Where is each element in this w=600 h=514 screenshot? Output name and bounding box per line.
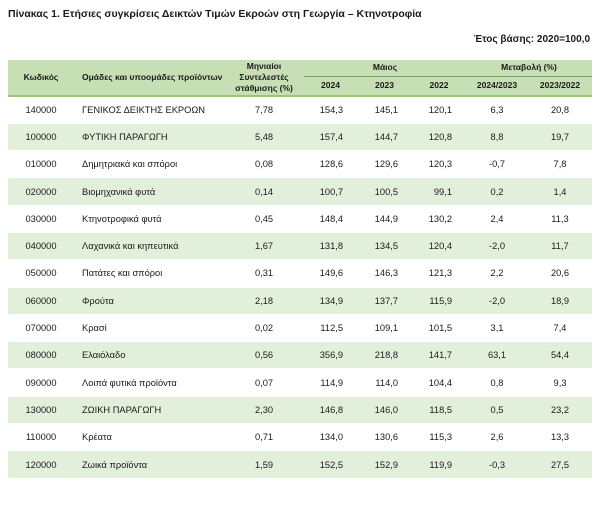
table-title: Πίνακας 1. Ετήσιες συγκρίσεις Δεικτών Τιμών Εκροών στη Γεωργία – Κτηνοτροφία — [8, 8, 422, 20]
cell-change-2024-2023: 3,1 — [466, 314, 528, 341]
cell-group-name: Ελαιόλαδο — [74, 342, 224, 369]
base-year-note: Έτος βάσης: 2020=100,0 — [473, 34, 590, 45]
cell-value-2022: 120,3 — [412, 151, 466, 178]
header-year-2023: 2023 — [357, 76, 412, 96]
table-row — [8, 424, 592, 451]
cell-change-2023-2022: 7,8 — [528, 151, 592, 178]
cell-weight: 5,48 — [224, 123, 304, 150]
cell-value-2022: 141,7 — [412, 342, 466, 369]
cell-value-2024: 146,8 — [304, 396, 357, 423]
table-row — [8, 232, 592, 259]
table-row — [8, 260, 592, 287]
table-row — [8, 205, 592, 232]
cell-value-2023: 152,9 — [357, 451, 412, 478]
cell-code: 040000 — [8, 232, 74, 259]
cell-value-2023: 129,6 — [357, 151, 412, 178]
cell-weight: 1,67 — [224, 232, 304, 259]
cell-value-2023: 218,8 — [357, 342, 412, 369]
cell-value-2022: 130,2 — [412, 205, 466, 232]
cell-change-2024-2023: 63,1 — [466, 342, 528, 369]
cell-code: 070000 — [8, 314, 74, 341]
cell-code: 010000 — [8, 151, 74, 178]
cell-change-2024-2023: 0,5 — [466, 396, 528, 423]
cell-value-2023: 134,5 — [357, 232, 412, 259]
cell-change-2024-2023: -2,0 — [466, 232, 528, 259]
header-month: Μάιος — [304, 60, 466, 76]
cell-value-2024: 154,3 — [304, 96, 357, 123]
cell-change-2024-2023: 2,2 — [466, 260, 528, 287]
cell-value-2022: 118,5 — [412, 396, 466, 423]
cell-value-2023: 144,9 — [357, 205, 412, 232]
cell-code: 030000 — [8, 205, 74, 232]
cell-code: 120000 — [8, 451, 74, 478]
cell-group-name: ΦΥΤΙΚΗ ΠΑΡΑΓΩΓΗ — [74, 123, 224, 150]
price-index-table — [8, 60, 592, 478]
cell-value-2024: 356,9 — [304, 342, 357, 369]
cell-value-2022: 101,5 — [412, 314, 466, 341]
cell-group-name: Κρασί — [74, 314, 224, 341]
table-row — [8, 151, 592, 178]
cell-group-name: Λαχανικά και κηπευτικά — [74, 232, 224, 259]
cell-value-2024: 100,7 — [304, 178, 357, 205]
cell-group-name: Φρούτα — [74, 287, 224, 314]
cell-code: 110000 — [8, 424, 74, 451]
cell-weight: 7,78 — [224, 96, 304, 123]
cell-value-2022: 121,3 — [412, 260, 466, 287]
cell-value-2023: 145,1 — [357, 96, 412, 123]
cell-group-name: Πατάτες και σπόροι — [74, 260, 224, 287]
table-row — [8, 314, 592, 341]
cell-value-2024: 134,0 — [304, 424, 357, 451]
cell-group-name: ΖΩΙΚΗ ΠΑΡΑΓΩΓΗ — [74, 396, 224, 423]
cell-change-2023-2022: 19,7 — [528, 123, 592, 150]
cell-weight: 0,14 — [224, 178, 304, 205]
cell-weight: 2,30 — [224, 396, 304, 423]
cell-value-2023: 114,0 — [357, 369, 412, 396]
cell-code: 050000 — [8, 260, 74, 287]
cell-change-2024-2023: 8,8 — [466, 123, 528, 150]
cell-group-name: Λοιπά φυτικά προϊόντα — [74, 369, 224, 396]
cell-value-2023: 137,7 — [357, 287, 412, 314]
cell-value-2022: 120,1 — [412, 96, 466, 123]
cell-change-2024-2023: -2,0 — [466, 287, 528, 314]
cell-code: 130000 — [8, 396, 74, 423]
cell-value-2024: 112,5 — [304, 314, 357, 341]
cell-weight: 0,07 — [224, 369, 304, 396]
header-code: Κωδικός — [8, 60, 74, 96]
cell-value-2022: 120,4 — [412, 232, 466, 259]
header-weights: Μηνιαίοι Συντελεστές στάθμισης (%) — [224, 60, 304, 96]
header-change: Μεταβολή (%) — [466, 60, 592, 76]
cell-value-2024: 134,9 — [304, 287, 357, 314]
table-row — [8, 287, 592, 314]
cell-weight: 1,59 — [224, 451, 304, 478]
cell-weight: 0,02 — [224, 314, 304, 341]
cell-change-2024-2023: 0,2 — [466, 178, 528, 205]
cell-value-2022: 115,9 — [412, 287, 466, 314]
cell-weight: 2,18 — [224, 287, 304, 314]
table-row — [8, 96, 592, 123]
cell-value-2024: 148,4 — [304, 205, 357, 232]
cell-weight: 0,08 — [224, 151, 304, 178]
cell-change-2024-2023: -0,7 — [466, 151, 528, 178]
cell-change-2023-2022: 13,3 — [528, 424, 592, 451]
cell-group-name: Ζωικά προϊόντα — [74, 451, 224, 478]
cell-value-2022: 115,3 — [412, 424, 466, 451]
cell-value-2022: 119,9 — [412, 451, 466, 478]
cell-weight: 0,56 — [224, 342, 304, 369]
cell-code: 090000 — [8, 369, 74, 396]
cell-value-2023: 146,3 — [357, 260, 412, 287]
cell-change-2024-2023: 2,4 — [466, 205, 528, 232]
cell-value-2024: 152,5 — [304, 451, 357, 478]
cell-change-2024-2023: -0,3 — [466, 451, 528, 478]
cell-value-2023: 146,0 — [357, 396, 412, 423]
cell-value-2024: 114,9 — [304, 369, 357, 396]
cell-code: 020000 — [8, 178, 74, 205]
table-body — [8, 96, 592, 478]
table-row — [8, 123, 592, 150]
cell-change-2023-2022: 11,3 — [528, 205, 592, 232]
cell-group-name: ΓΕΝΙΚΟΣ ΔΕΙΚΤΗΣ ΕΚΡΟΩΝ — [74, 96, 224, 123]
cell-change-2023-2022: 18,9 — [528, 287, 592, 314]
cell-value-2024: 128,6 — [304, 151, 357, 178]
table-row — [8, 396, 592, 423]
cell-change-2023-2022: 54,4 — [528, 342, 592, 369]
cell-change-2023-2022: 7,4 — [528, 314, 592, 341]
cell-code: 140000 — [8, 96, 74, 123]
header-change-2024-2023: 2024/2023 — [466, 76, 528, 96]
cell-value-2024: 157,4 — [304, 123, 357, 150]
cell-code: 100000 — [8, 123, 74, 150]
cell-value-2023: 109,1 — [357, 314, 412, 341]
cell-weight: 0,45 — [224, 205, 304, 232]
cell-change-2024-2023: 0,8 — [466, 369, 528, 396]
header-year-2024: 2024 — [304, 76, 357, 96]
cell-weight: 0,71 — [224, 424, 304, 451]
cell-change-2023-2022: 27,5 — [528, 451, 592, 478]
table-row — [8, 342, 592, 369]
header-year-2022: 2022 — [412, 76, 466, 96]
cell-change-2023-2022: 20,8 — [528, 96, 592, 123]
cell-change-2024-2023: 6,3 — [466, 96, 528, 123]
cell-code: 080000 — [8, 342, 74, 369]
cell-change-2023-2022: 9,3 — [528, 369, 592, 396]
cell-value-2024: 131,8 — [304, 232, 357, 259]
cell-group-name: Βιομηχανικά φυτά — [74, 178, 224, 205]
cell-value-2024: 149,6 — [304, 260, 357, 287]
cell-group-name: Κρέατα — [74, 424, 224, 451]
cell-value-2023: 144,7 — [357, 123, 412, 150]
cell-value-2023: 130,6 — [357, 424, 412, 451]
cell-code: 060000 — [8, 287, 74, 314]
table-row — [8, 451, 592, 478]
cell-change-2023-2022: 11,7 — [528, 232, 592, 259]
table-row — [8, 369, 592, 396]
cell-change-2023-2022: 23,2 — [528, 396, 592, 423]
cell-change-2023-2022: 1,4 — [528, 178, 592, 205]
cell-value-2022: 120,8 — [412, 123, 466, 150]
cell-group-name: Κτηνοτροφικά φυτά — [74, 205, 224, 232]
header-change-2023-2022: 2023/2022 — [528, 76, 592, 96]
cell-value-2023: 100,5 — [357, 178, 412, 205]
cell-change-2023-2022: 20,6 — [528, 260, 592, 287]
table-row — [8, 178, 592, 205]
cell-change-2024-2023: 2,6 — [466, 424, 528, 451]
cell-value-2022: 104,4 — [412, 369, 466, 396]
cell-weight: 0,31 — [224, 260, 304, 287]
header-groups: Ομάδες και υπoομάδες προϊόντων — [74, 60, 224, 96]
cell-group-name: Δημητριακά και σπόροι — [74, 151, 224, 178]
cell-value-2022: 99,1 — [412, 178, 466, 205]
